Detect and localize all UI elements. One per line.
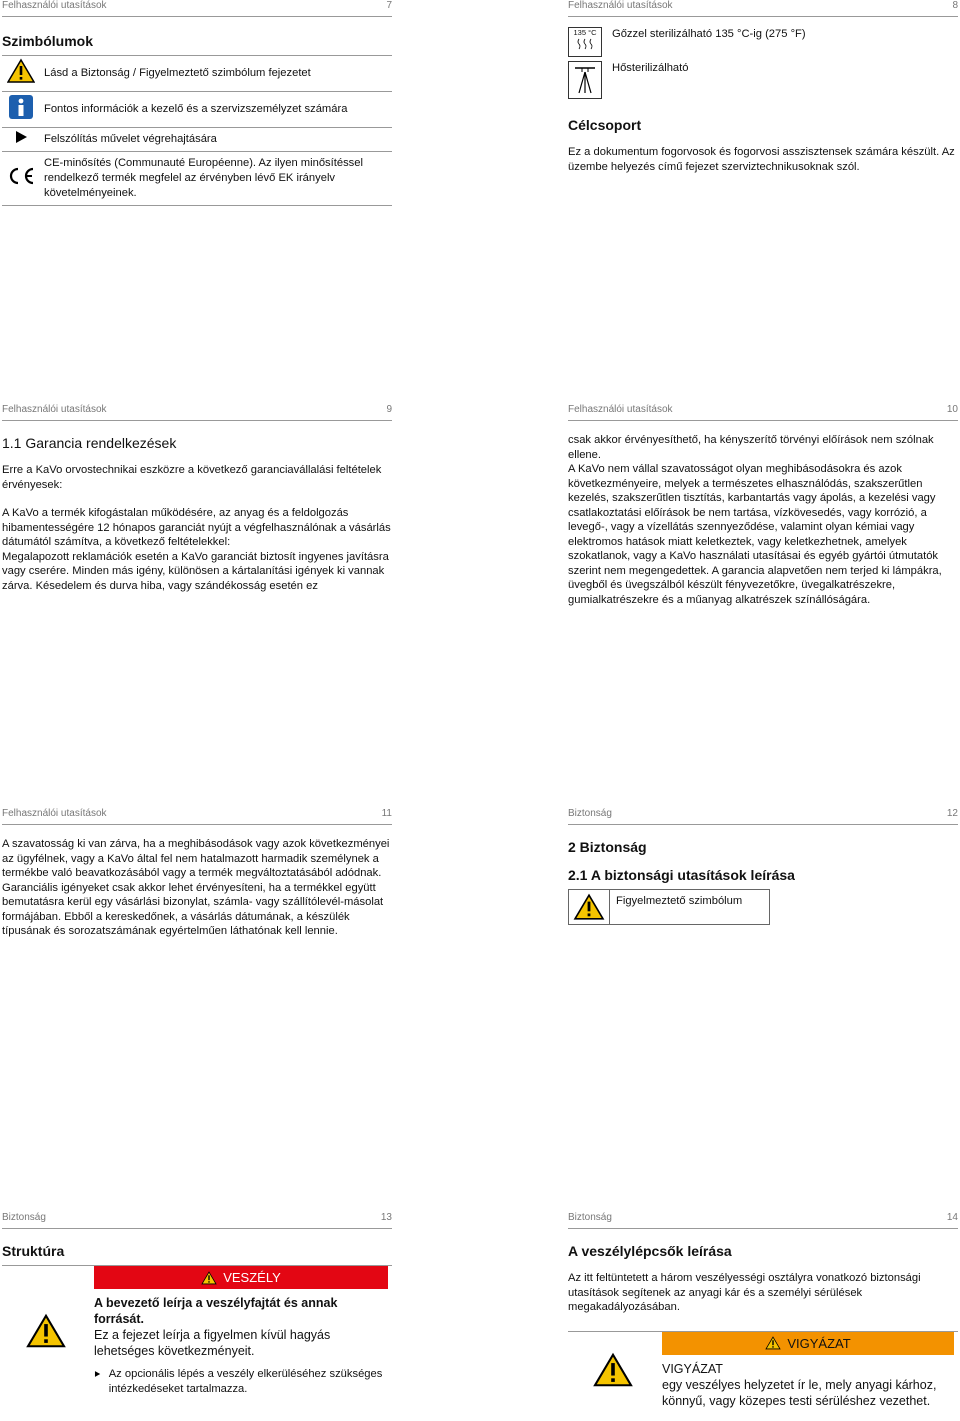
page-number: 13 [380,1212,392,1223]
section-title: Célcsoport [568,117,642,133]
thermal-sterilization-icon [568,61,602,99]
symbol-description: Felszólítás művelet végrehajtására [40,128,392,152]
page-number: 11 [381,808,392,819]
ce-mark-icon [2,152,40,206]
page-14 [568,1212,958,1409]
page-number: 10 [946,404,958,415]
page-10 [568,404,958,607]
hazard-lead: A bevezető leírja a veszélyfajtát és annak forrását. [94,1296,338,1326]
page-header [2,1212,392,1229]
page-header [568,0,958,17]
box-label: Figyelmeztető szimbólum [616,895,743,907]
hazard-description: egy veszélyes helyzetet ír le, mely anyagi kárhoz, könnyű, vagy közepes testi sérüléshez vezethet. [662,1377,937,1408]
page-9 [2,404,392,593]
section-title: Struktúra [2,1243,65,1259]
page-number: 7 [386,0,392,11]
table-row [2,152,392,206]
page-number: 14 [946,1212,958,1223]
symbol-table [2,55,392,206]
header-title: Biztonság [568,1212,612,1223]
page-header [568,404,958,421]
header-title: Felhasználói utasítások [2,0,107,11]
play-arrow-icon [2,128,40,152]
bullet-text: Az opcionális lépés a veszély elkerüléséhez szükséges intézkedéseket tartalmazza. [108,1368,383,1395]
warning-triangle-icon [569,890,610,924]
page-header [2,808,392,825]
symbol-description: Lásd a Biztonság / Figyelmeztető szimbólum fejezetet [40,56,392,92]
paragraph: A KaVo a termék kifogástalan működésére, az anyag és a feldolgozás hibamentességére 12 hónapos garanciát nyújt a végfelhasználónak a vásárlás dátumától számítva, a következő feltételekkel: [2,507,391,548]
page-header [568,1212,958,1229]
signal-word: VESZÉLY [223,1270,281,1285]
hazard-structure-box [2,1265,392,1396]
table-row [2,56,392,92]
page-7 [2,0,392,206]
paragraph: Erre a KaVo orvostechnikai eszközre a következő garanciavállalási feltételek érvényesek: [2,464,382,491]
paragraph: A KaVo nem vállal szavatosságot olyan meghibásodásokra és azok következményeire, melyek a természetes elhasználódás, szakszerűtlen kezelés, szakszerűtlen tisztítás, karbantartás vagy ápolás, a kezelési vagy csatlakoztatási előírások be nem tartása, vízkövesedés, vagy korrózió, a levegő-, vagy a vízellátás szennyeződése, valamint olyan kémiai vagy elektromos hatások miatt keletkeztek, vagy keletkezhetnek, amelyek szokatlanok, vagy a KaVo használati utasításai és egyéb gyártói útmutatók szerint nem megengedettek. A garancia alapvetően nem terjed ki lámpákra, üvegből és üvegszálból készült fényvezetőkre, üvegalkatrészekre, gumialkatrészekre és a műanyag alkatrészek színállóságára. [568,463,942,606]
header-title: Felhasználói utasítások [2,404,107,415]
symbol-description: CE-minősítés (Communauté Européenne). Az ilyen minősítéssel rendelkező termék megfelel az érvényben lévő EK irányelv követelményeinek. [40,152,392,206]
paragraph: Megalapozott reklamációk esetén a KaVo garanciát biztosít ingyenes javításra vagy cserére. Minden más igény, különösen a kártalanítási igények ki vannak zárva. Késedelem és durva hiba, vagy szándékosság esetén ez [2,550,389,592]
page-header [568,808,958,825]
page-header [2,404,392,421]
section-title: A veszélylépcsők leírása [568,1243,732,1259]
section-title: Szimbólumok [2,33,94,49]
page-header [2,0,392,17]
hazard-consequence: Ez a fejezet leírja a figyelmen kívül hagyás lehetséges következményeit. [94,1328,331,1358]
symbol-row [568,61,958,101]
paragraph: Ez a dokumentum fogorvosok és fogorvosi asszisztensek számára készült. Az üzembe helyezés című fejezet szerviztechnikusoknak szól. [568,146,955,173]
chapter-title: 2 Biztonság [568,839,647,855]
page-number: 8 [952,0,958,11]
symbol-description: Hősterilizálható [612,62,689,74]
steam-135c-icon [568,27,602,57]
section-title: 1.1 Garancia rendelkezések [2,435,177,451]
table-row [2,128,392,152]
hazard-lead: VIGYÁZAT [662,1361,723,1376]
header-title: Biztonság [568,808,612,819]
page-number: 9 [386,404,392,415]
warning-triangle-icon [765,1336,781,1350]
signal-word: VIGYÁZAT [787,1335,851,1351]
page-number: 12 [946,808,958,819]
paragraph: Az itt feltüntetett a három veszélyességi osztályra vonatkozó biztonsági utasítások segítenek az anyagi kár és a személyi sérülések megakadályozásában. [568,1272,921,1313]
symbol-description: Fontos információk a kezelő és a szervizszemélyzet számára [40,92,392,128]
play-arrow-icon [94,1369,101,1379]
list-item [94,1367,388,1396]
page-12 [568,808,958,925]
page-13 [2,1212,392,1396]
icon-label: 135 °C [573,28,597,37]
warning-symbol-box [568,889,770,925]
header-title: Felhasználói utasítások [568,0,673,11]
header-title: Felhasználói utasítások [568,404,673,415]
warning-triangle-icon [2,56,40,92]
warning-triangle-icon [568,1332,658,1409]
hazard-level-box [568,1331,958,1409]
warning-triangle-icon [201,1271,217,1285]
page-11 [2,808,392,939]
table-row [2,92,392,128]
header-title: Felhasználói utasítások [2,808,107,819]
paragraph: Garanciális igényeket csak akkor lehet érvényesíteni, ha a termékkel együtt bemutatásra kerül egy vásárlási bizonylat, számla- vagy szállítólevél-másolat formájában. Ebből a kereskedőnek, a vásárlás dátumának, a készülék típusának és sorozatszámának egyértelműen láthatónak kell lennie. [2,881,384,937]
section-title: 2.1 A biztonsági utasítások leírása [568,867,795,883]
signal-word-banner [662,1332,954,1355]
symbol-description: Gőzzel sterilizálható 135 °C-ig (275 °F) [612,28,806,40]
info-icon [2,92,40,128]
symbol-row [568,27,958,61]
paragraph: A szavatosság ki van zárva, ha a meghibásodások vagy azok következményei az ügyfélnek, vagy a KaVo által fel nem hatalmazott harmadik személynek a termékbe való beavatkozásából vagy a termék megváltoztatásából adódnak. [2,838,390,879]
page-8 [568,0,958,174]
warning-triangle-icon [2,1266,90,1396]
paragraph: csak akkor érvényesíthető, ha kényszerítő törvényi előírások nem szólnak ellene. [568,434,934,461]
header-title: Biztonság [2,1212,46,1223]
signal-word-banner [94,1266,388,1289]
